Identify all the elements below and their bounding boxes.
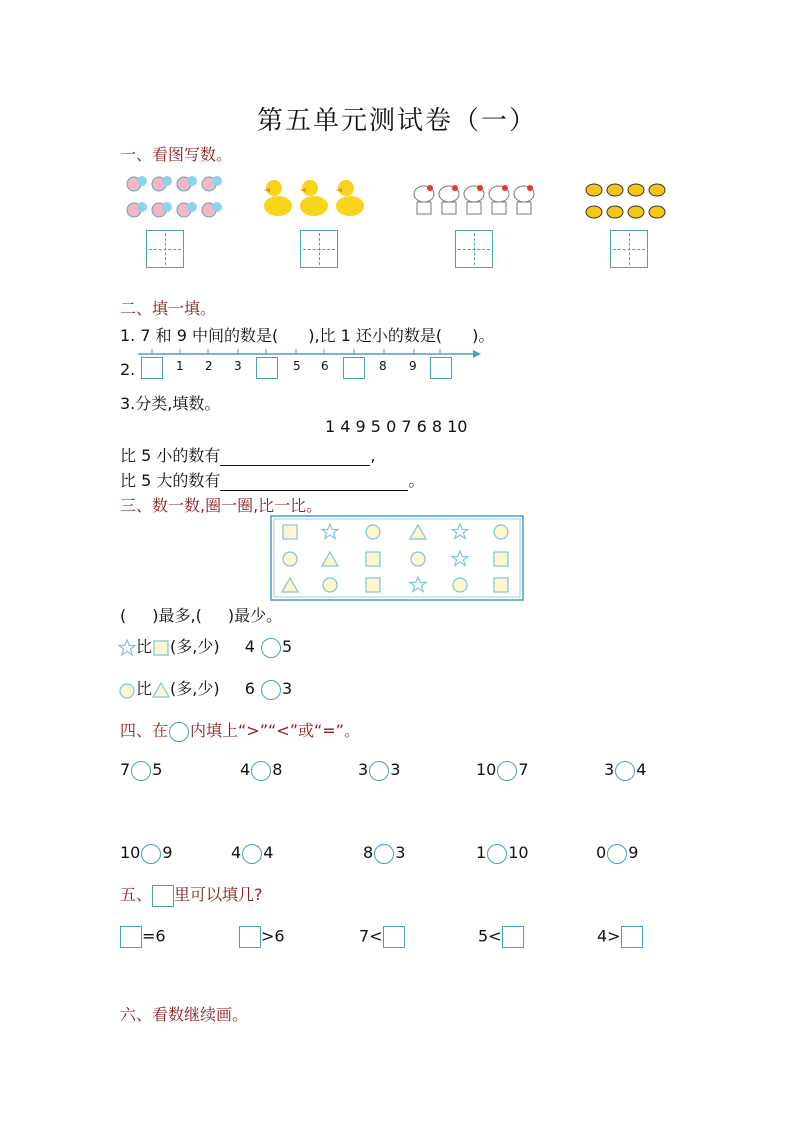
fill-item-5: 4> [597,926,643,948]
fill-box[interactable] [383,926,405,948]
star-shape [410,577,426,592]
section5-heading [120,882,263,907]
triangle-icon [152,681,170,699]
compare-item-7: 4 4 [231,843,274,862]
compare-circle[interactable] [141,844,161,864]
page-title: 第五单元测试卷（一） [256,106,537,136]
compare-circle[interactable] [615,761,635,781]
triangle-shape [322,552,338,566]
star-shape [452,524,468,539]
duck-picture [260,176,368,220]
most-least-row [120,603,282,626]
circle-shape [494,525,508,539]
compare-item-2: 4 8 [240,760,283,779]
fill-item-4: 5< [478,926,524,948]
answer-box-3[interactable] [455,230,493,268]
circle-icon [118,681,136,699]
greater-than-5-row [120,468,424,491]
tick-5: 5 [293,359,301,373]
compare-circle[interactable] [374,844,394,864]
compare2-bi: 比 [136,679,153,698]
q1-part1: 1. 7 和 9 中间的数是( [120,326,279,345]
tick-2: 2 [205,359,213,373]
q2-label: 2. [120,360,136,379]
compare-item-1: 7 5 [120,760,163,779]
q1-part2: ),比 1 还小的数是( [308,326,443,345]
heading-box-icon [152,885,174,907]
circle-shape [411,552,425,566]
number-line-box-10[interactable] [430,357,452,379]
compare-circle[interactable] [487,844,507,864]
compare-row-1 [118,634,292,658]
number-line-box-1[interactable] [141,357,163,379]
greater-end: 。 [408,471,425,490]
compare-circle[interactable] [131,761,151,781]
bee-picture [584,180,668,224]
circle-shape [366,525,380,539]
answer-box-4[interactable] [610,230,648,268]
section2-heading: 二、填一填。 [120,299,217,318]
star-shape [322,524,338,539]
tick-8: 8 [379,359,387,373]
square-shape [283,525,297,539]
shapes-panel [270,515,524,601]
less-label: 比 5 小的数有 [120,446,221,465]
q1-part3: )。 [472,326,495,345]
greater-label: 比 5 大的数有 [120,471,221,490]
circle-shape [283,552,297,566]
compare-item-3: 3 3 [358,760,401,779]
compare-row-2 [118,676,292,700]
question-2-1 [120,323,494,346]
compare2-duoshao: (多,少) [170,679,220,698]
fill-box[interactable] [120,926,142,948]
triangle-shape [410,525,426,539]
compare2-circle[interactable] [261,680,281,700]
compare-item-9: 1 10 [476,843,529,862]
q3-label: 3.分类,填数。 [120,394,221,413]
answer-box-1[interactable] [146,230,184,268]
s4-heading-a: 四、在 [120,721,169,740]
s4-heading-b: 内填上“>”“<”或“=”。 [190,721,360,740]
compare-item-10: 0 9 [596,843,639,862]
less-end: , [370,446,376,465]
compare2-right: 3 [281,679,293,698]
ml-a: ( [120,606,127,625]
fill-item-2: >6 [239,926,285,948]
compare-circle[interactable] [369,761,389,781]
tick-3: 3 [234,359,242,373]
compare1-duoshao: (多,少) [170,637,220,656]
square-shape [494,552,508,566]
star-icon [118,639,136,657]
section1-heading: 一、看图写数。 [120,145,233,164]
kitty-picture [412,182,540,218]
fill-box[interactable] [621,926,643,948]
answer-box-2[interactable] [300,230,338,268]
square-shape [366,552,380,566]
compare-circle[interactable] [251,761,271,781]
compare-item-4: 10 7 [476,760,529,779]
butterfly-picture [124,172,224,224]
number-line-box-4[interactable] [256,357,278,379]
compare2-left: 6 [244,679,255,698]
ml-b: )最多,( [152,606,202,625]
ml-c: )最少。 [227,606,283,625]
less-answer-line[interactable] [220,449,370,466]
square-icon [152,639,170,657]
tick-1: 1 [176,359,184,373]
circle-shape [323,578,337,592]
tick-6: 6 [321,359,329,373]
fill-box[interactable] [239,926,261,948]
number-line-box-7[interactable] [343,357,365,379]
compare1-left: 4 [244,637,255,656]
number-list: 1 4 9 5 0 7 6 8 10 [325,417,468,436]
s5-heading-a: 五、 [120,885,153,904]
section6-heading: 六、看数继续画。 [120,1005,249,1024]
fill-item-1: =6 [120,926,166,948]
s5-heading-b: 里可以填几? [174,885,263,904]
greater-answer-line[interactable] [220,474,408,491]
heading-circle-icon [169,722,189,742]
compare-item-8: 8 3 [363,843,406,862]
compare-circle[interactable] [497,761,517,781]
tick-9: 9 [409,359,417,373]
section4-heading [120,718,360,742]
compare1-right: 5 [281,637,293,656]
circle-shape [453,578,467,592]
compare-item-6: 10 9 [120,843,173,862]
less-than-5-row [120,443,375,466]
compare-item-5: 3 4 [604,760,647,779]
section3-heading: 三、数一数,圈一圈,比一比。 [120,496,323,515]
fill-item-3: 7< [359,926,405,948]
compare1-bi: 比 [136,637,153,656]
compare-circle[interactable] [607,844,627,864]
square-shape [494,578,508,592]
star-shape [452,551,468,566]
triangle-shape [282,578,298,592]
compare-circle[interactable] [242,844,262,864]
square-shape [366,578,380,592]
compare1-circle[interactable] [261,638,281,658]
fill-box[interactable] [502,926,524,948]
